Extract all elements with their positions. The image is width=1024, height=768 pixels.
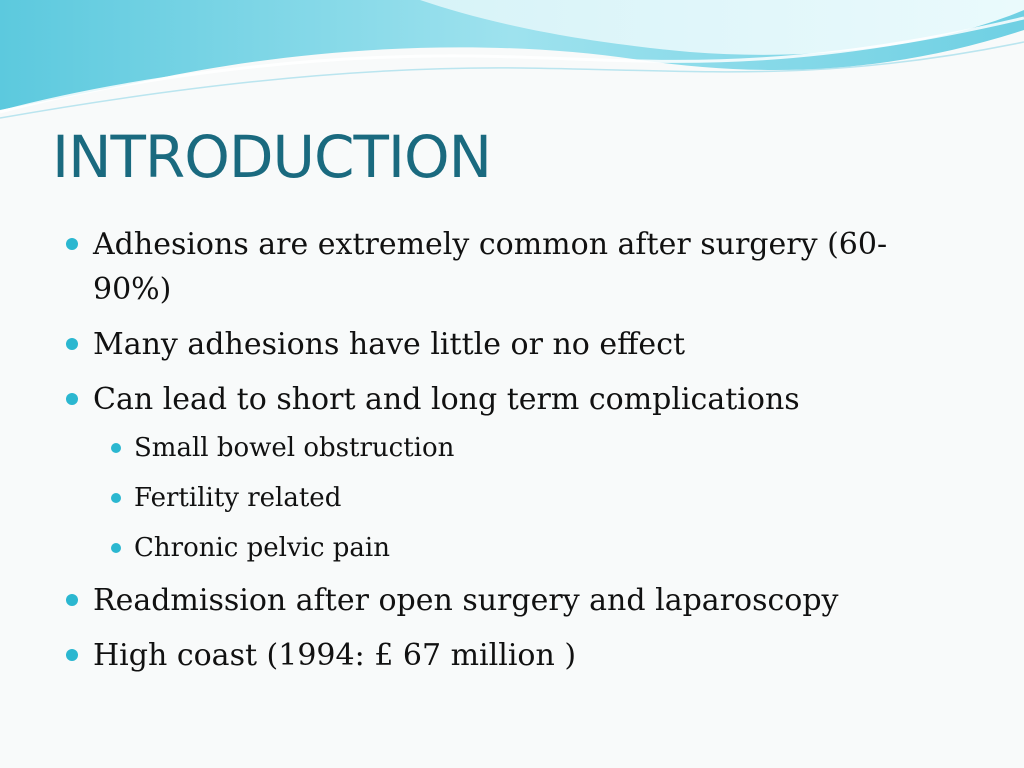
slide-title: INTRODUCTION	[52, 123, 492, 191]
bullet-text-line2: 90%)	[93, 272, 172, 307]
bullet-list	[60, 222, 960, 688]
bullet-text: Can lead to short and long term complications	[93, 382, 800, 417]
bullet-text: Many adhesions have little or no effect	[93, 327, 686, 362]
bullet-item	[60, 322, 960, 367]
sub-bullet-item	[93, 428, 960, 468]
bullet-item	[60, 377, 960, 568]
sub-bullet-text: Chronic pelvic pain	[134, 533, 390, 563]
bullet-text-line1: Adhesions are extremely common after surgery (60-	[93, 227, 888, 262]
bullet-dot-icon	[66, 238, 78, 250]
bullet-text: Readmission after open surgery and laparoscopy	[93, 583, 839, 618]
sub-bullet-text: Small bowel obstruction	[134, 433, 455, 463]
sub-bullet-dot-icon	[111, 443, 121, 453]
sub-bullet-dot-icon	[111, 493, 121, 503]
bullet-item	[60, 222, 960, 312]
header-wave-decoration	[0, 0, 1024, 120]
sub-bullet-text: Fertility related	[134, 483, 342, 513]
sub-bullet-item	[93, 528, 960, 568]
sub-bullet-list	[93, 428, 960, 568]
bullet-text: High coast (1994: £ 67 million )	[93, 638, 577, 673]
bullet-dot-icon	[66, 649, 78, 661]
bullet-item	[60, 578, 960, 623]
sub-bullet-item	[93, 478, 960, 518]
bullet-item	[60, 633, 960, 678]
bullet-dot-icon	[66, 393, 78, 405]
sub-bullet-dot-icon	[111, 543, 121, 553]
bullet-dot-icon	[66, 594, 78, 606]
bullet-dot-icon	[66, 338, 78, 350]
